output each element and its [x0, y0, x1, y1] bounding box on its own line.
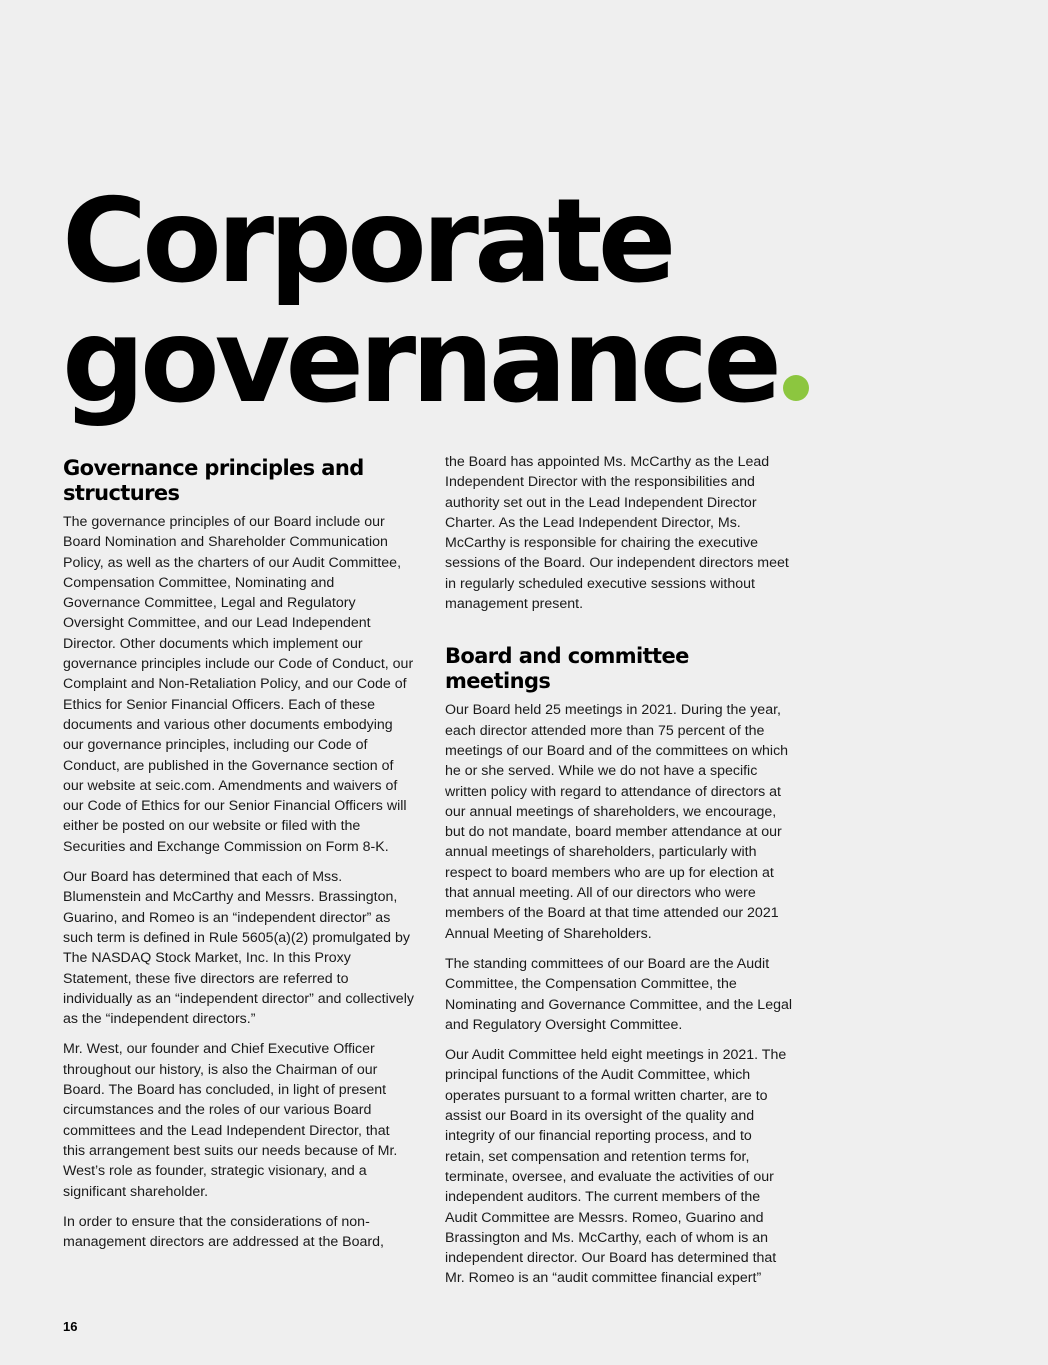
- body-paragraph: Our Audit Committee held eight meetings in 2021. The principal functions of the Audit Committee, which operates pursuant to a formal written charter, are to assist our Board in its oversight of the quality and integrity of our financial reporting process, and to retain, set compensation and retention terms for, terminate, oversee, and evaluate the activities of our independent auditors. The current members of the Audit Committee are Messrs. Romeo, Guarino and Brassington and Ms. McCarthy, each of whom is an independent director. Our Board has determined that Mr. Romeo is an “audit committee financial expert”: [445, 1047, 787, 1287]
- continuation-paragraph: the Board has appointed Ms. McCarthy as the Lead Independent Director with the responsibilities and authority set out in the Lead Independent Director Charter. As the Lead Independent Director, Ms. McCarthy is responsible for chairing the executive sessions of the Board. Our independent directors meet in regularly scheduled executive sessions without management present.: [445, 454, 789, 613]
- page-title-line-2: [62, 294, 809, 429]
- governance-principles-heading: Governance principles and structures: [63, 456, 364, 505]
- page-title-line-2-text: governance: [62, 294, 778, 429]
- body-paragraph: In order to ensure that the considerations of non-management directors are addressed at the Board,: [63, 1213, 384, 1251]
- body-paragraph: The standing committees of our Board are the Audit Committee, the Compensation Committee, the Nominating and Governance Committee, and the Legal and Regulatory Oversight Committee.: [445, 955, 793, 1033]
- accent-dot-icon: [783, 375, 809, 401]
- page-title: [62, 174, 809, 429]
- board-meetings-heading: Board and committee meetings: [445, 644, 689, 694]
- body-paragraph: Our Board has determined that each of Mss. Blumenstein and McCarthy and Messrs. Brassington, Guarino, and Romeo is an “independent director” as such term is defined in Rule 5605(a)(2) promulgated by The NASDAQ Stock Market, Inc. In this Proxy Statement, these five directors are referred to individually as an “independent director” and collectively as the “independent directors.”: [63, 869, 414, 1028]
- right-column: [445, 452, 795, 1299]
- body-paragraph: Mr. West, our founder and Chief Executive Officer throughout our history, is also the Chairman of our Board. The Board has concluded, in light of present circumstances and the roles of our various Board committees and the Lead Independent Director, that this arrangement best suits our needs because of Mr. West’s role as founder, strategic visionary, and a significant shareholder.: [63, 1041, 398, 1200]
- body-paragraph: The governance principles of our Board include our Board Nomination and Shareholder Communication Policy, as well as the charters of our Audit Committee, Compensation Committee, Nominating and Governance Committee, Legal and Regulatory Oversight Committee, and our Lead Independent Director. Other documents which implement our governance principles include our Code of Conduct, our Complaint and Non-Retaliation Policy, and our Code of Ethics for Senior Financial Officers. Each of these documents and various other documents embodying our governance principles, including our Code of Conduct, are published in the Governance section of our website at seic.com. Amendments and waivers of our Code of Ethics for our Senior Financial Officers will either be posted on our website or filed with the Securities and Exchange Commission on Form 8-K.: [63, 514, 414, 855]
- left-column: [63, 452, 415, 1262]
- page-title-line-1: Corporate: [62, 174, 672, 309]
- page-number: 16: [63, 1319, 78, 1334]
- body-paragraph: Our Board held 25 meetings in 2021. During the year, each director attended more than 75 percent of the meetings of our Board and of the committees on which he or she served. While we do not have a specific written policy with regard to attendance of directors at our annual meetings of shareholders, we encourage, but do not mandate, board member attendance at our annual meetings of shareholders, particularly with respect to board members who are up for election at that annual meeting. All of our directors who were members of the Board at that time attended our 2021 Annual Meeting of Shareholders.: [445, 702, 789, 942]
